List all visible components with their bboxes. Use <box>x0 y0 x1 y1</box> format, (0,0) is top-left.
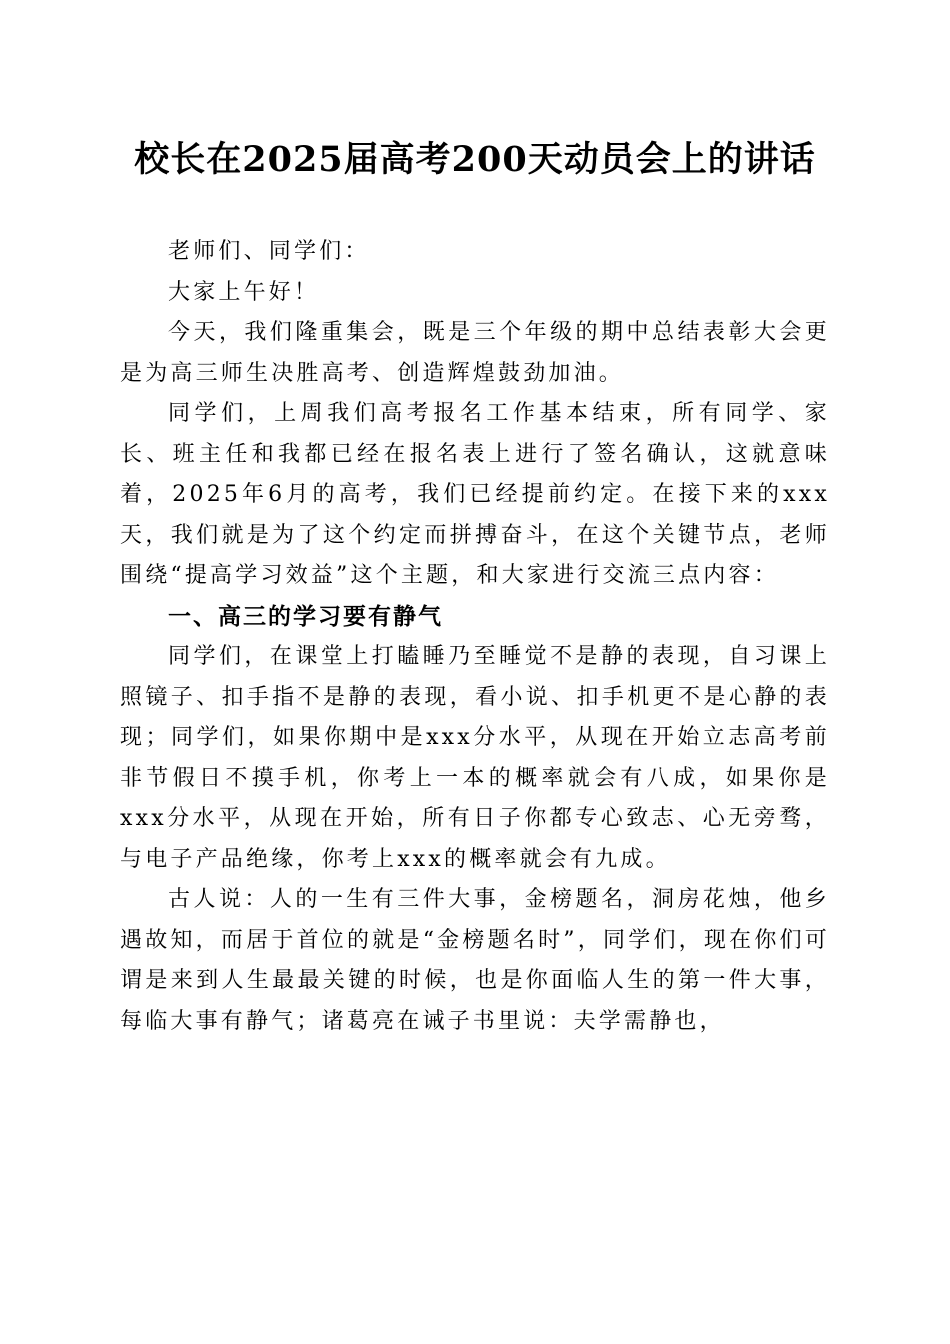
paragraph-registration: 同学们，上周我们高考报名工作基本结束，所有同学、家长、班主任和我都已经在报名表上进行了签名确认，这就意味着，2025年6月的高考，我们已经提前约定。在接下来的xxx天，我们就是为了这个约定而拼搏奋斗，在这个关键节点，老师围绕“提高学习效益”这个主题，和大家进行交流三点内容： <box>120 401 830 588</box>
paragraph-ancients: 古人说：人的一生有三件大事，金榜题名，洞房花烛，他乡遇故知，而居于首位的就是“金榜题名时”，同学们，现在你们可谓是来到人生最最关键的时候，也是你面临人生的第一件大事，每临大事有静气；诸葛亮在诫子书里说：夫学需静也， <box>120 887 830 1034</box>
paragraph-intro: 今天，我们隆重集会，既是三个年级的期中总结表彰大会更是为高三师生决胜高考、创造辉煌鼓劲加油。 <box>120 320 830 386</box>
document-title: 校长在2025届高考200天动员会上的讲话 <box>134 139 816 180</box>
paragraph-focus: 同学们，在课堂上打瞌睡乃至睡觉不是静的表现，自习课上照镜子、扣手指不是静的表现，看小说、扣手机更不是心静的表现；同学们，如果你期中是xxx分水平，从现在开始立志高考前非节假日不摸手机，你考上一本的概率就会有八成，如果你是xxx分水平，从现在开始，所有日子你都专心致志、心无旁骛，与电子产品绝缘，你考上xxx的概率就会有九成。 <box>120 644 830 872</box>
section-heading-1: 一、高三的学习要有静气 <box>168 603 443 630</box>
greeting: 老师们、同学们： <box>168 239 370 264</box>
salutation: 大家上午好！ <box>168 279 320 305</box>
document-body <box>120 232 830 1042</box>
